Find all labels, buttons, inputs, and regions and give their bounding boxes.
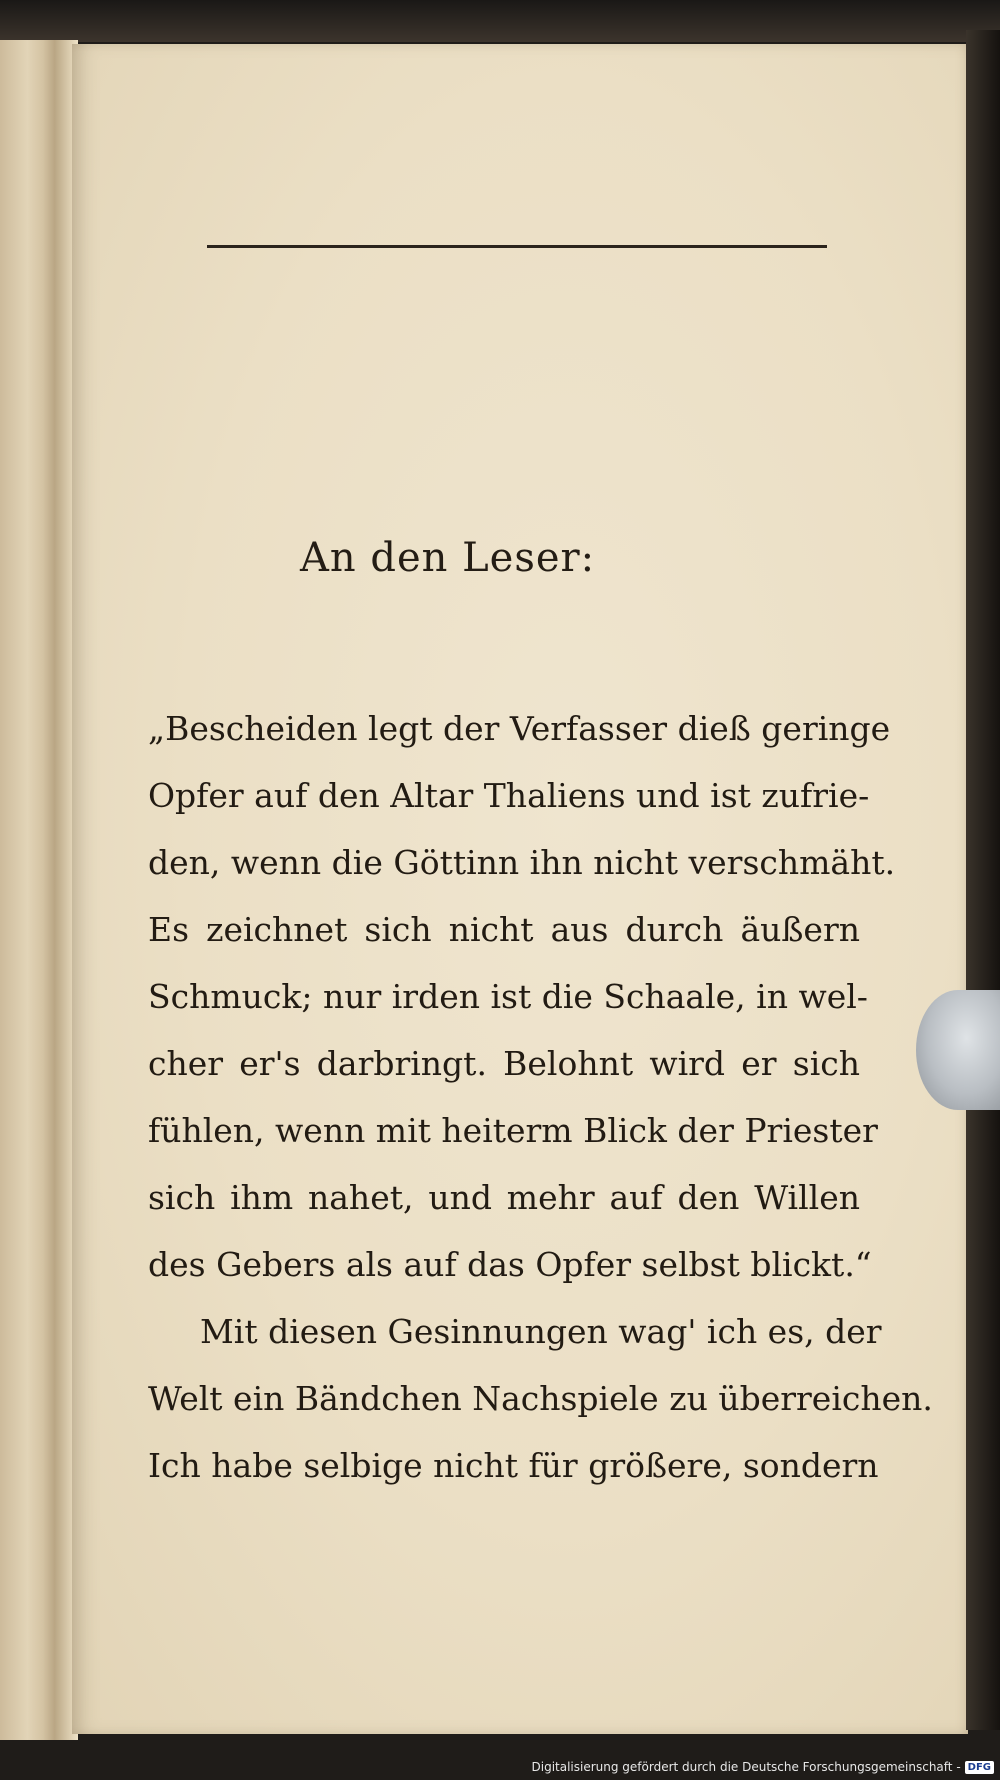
dfg-logo-icon: DFG (965, 1761, 994, 1774)
text-line: Es zeichnet sich nicht aus durch äußern (148, 910, 860, 949)
left-page-stack (0, 40, 78, 1740)
text-line: cher er's darbringt. Belohnt wird er sich (148, 1044, 860, 1083)
header-rule (207, 245, 827, 248)
digitization-credit (532, 1760, 995, 1774)
body-text (148, 695, 933, 1499)
text-line: Mit diesen Gesinnungen wag' ich es, der (200, 1312, 882, 1351)
text-line: „Bescheiden legt der Verfasser dieß geringe (148, 709, 891, 748)
text-line: sich ihm nahet, und mehr auf den Willen (148, 1178, 860, 1217)
text-line: fühlen, wenn mit heiterm Blick der Priester (148, 1111, 878, 1150)
book-right-edge (966, 30, 1000, 1730)
credit-text: Digitalisierung gefördert durch die Deutsche Forschungsgemeinschaft - (531, 1760, 961, 1774)
text-line: Opfer auf den Altar Thaliens und ist zufrie- (148, 776, 870, 815)
text-line: Ich habe selbige nicht für größere, sondern (148, 1446, 879, 1485)
book-top-edge (0, 0, 1000, 42)
text-line: den, wenn die Göttinn ihn nicht verschmäht. (148, 843, 896, 882)
text-line: des Gebers als auf das Opfer selbst blickt.“ (148, 1245, 872, 1284)
scanner-thumb (916, 990, 1000, 1110)
page-heading: An den Leser: (300, 535, 596, 581)
text-line: Schmuck; nur irden ist die Schaale, in wel- (148, 977, 868, 1016)
text-line: Welt ein Bändchen Nachspiele zu überreichen. (148, 1379, 933, 1418)
